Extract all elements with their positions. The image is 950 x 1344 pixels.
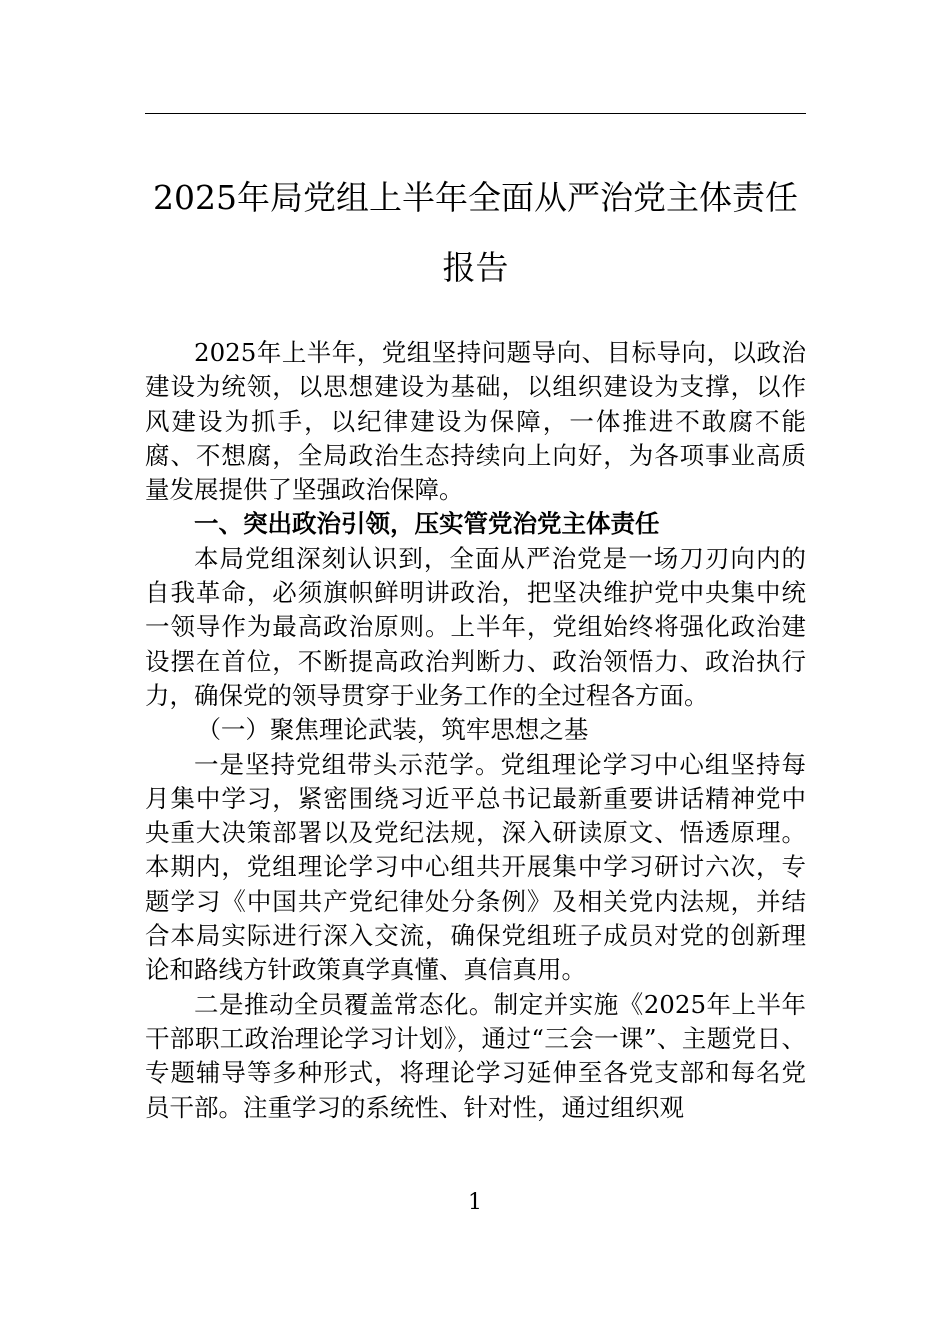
header-rule	[145, 113, 806, 114]
page-number: 1	[468, 1190, 482, 1215]
document-body	[145, 336, 806, 1125]
section-1-paragraph: 本局党组深刻认识到，全面从严治党是一场刀刃向内的自我革命，必须旗帜鲜明讲政治，把坚决维护党中央集中统一领导作为最高政治原则。上半年，党组始终将强化政治建设摆在首位，不断提高政治判断力、政治领悟力、政治执行力，确保党的领导贯穿于业务工作的全过程各方面。	[145, 543, 806, 710]
intro-paragraph: 2025年上半年，党组坚持问题导向、目标导向，以政治建设为统领，以思想建设为基础，以组织建设为支撑，以作风建设为抓手，以纪律建设为保障，一体推进不敢腐不能腐、不想腐，全局政治生态持续向上向好，为各项事业高质量发展提供了坚强政治保障。	[145, 338, 806, 505]
subsection-1-paragraph-2: 二是推动全员覆盖常态化。制定并实施《2025年上半年干部职工政治理论学习计划》，通过“三会一课”、主题党日、专题辅导等多种形式，将理论学习延伸至各党支部和每名党员干部。注重学习的系统性、针对性，通过组织观	[145, 989, 806, 1122]
subsection-1-paragraph-1: 一是坚持党组带头示范学。党组理论学习中心组坚持每月集中学习，紧密围绕习近平总书记最新重要讲话精神党中央重大决策部署以及党纪法规，深入研读原文、悟透原理。本期内，党组理论学习中心组共开展集中学习研讨六次，专题学习《中国共产党纪律处分条例》及相关党内法规，并结合本局实际进行深入交流，确保党组班子成员对党的创新理论和路线方针政策真学真懂、真信真用。	[145, 749, 806, 985]
document-title: 2025年局党组上半年全面从严治党主体责任报告	[153, 178, 798, 287]
section-heading-1: 一、突出政治引领，压实管党治党主体责任	[194, 509, 660, 539]
subsection-heading-1: （一）聚焦理论武装，筑牢思想之基	[196, 715, 589, 745]
